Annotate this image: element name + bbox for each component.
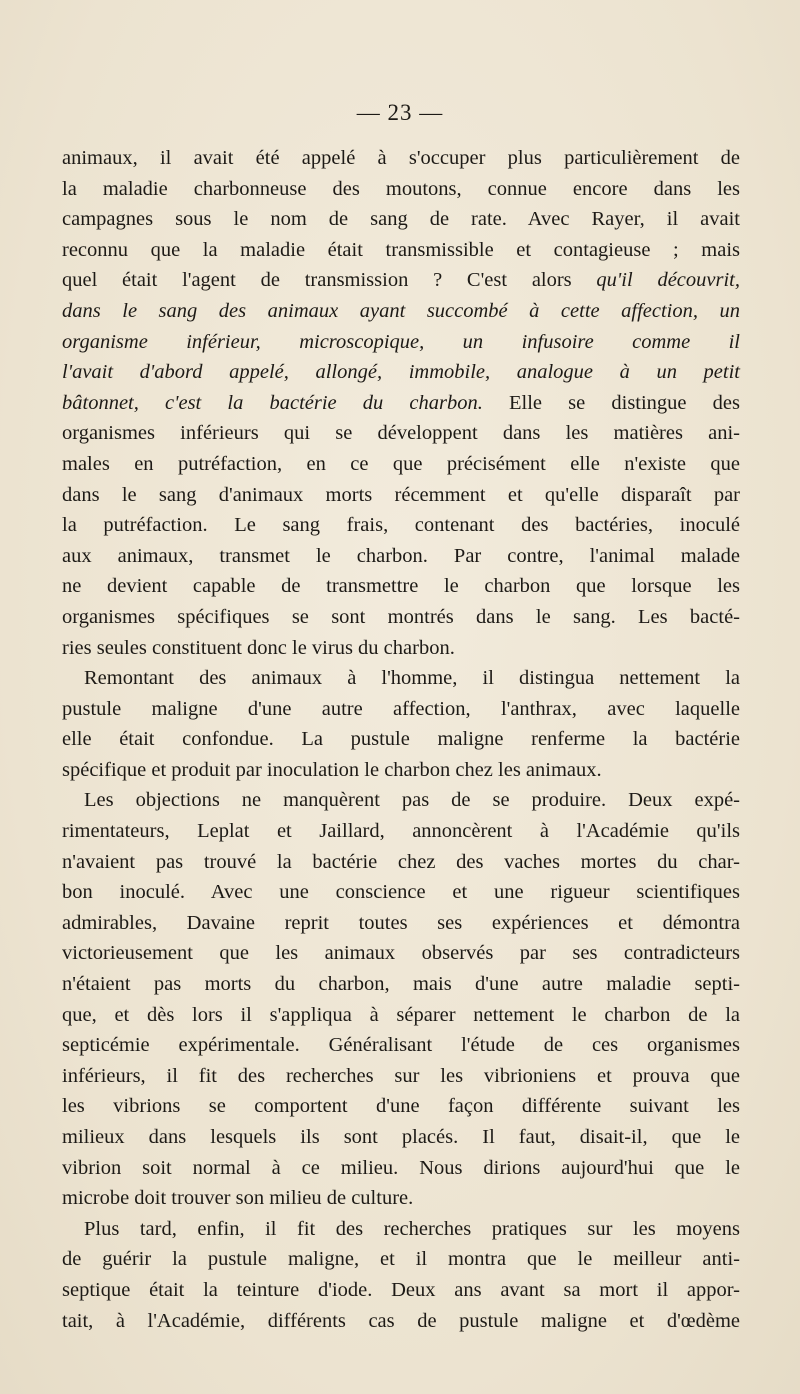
text-line (62, 633, 740, 664)
text-line (62, 327, 740, 358)
text-segment: campagnes sous le nom de sang de rate. Avec Rayer, il avait (62, 208, 740, 231)
text-segment: tait, à l'Académie, différents cas de pustule maligne et d'œdème (62, 1309, 740, 1332)
text-line (62, 1183, 740, 1214)
text-line (62, 1244, 740, 1275)
text-line (62, 663, 740, 694)
text-segment: dans le sang d'animaux morts récemment et qu'elle disparaît par (62, 483, 740, 506)
text-segment: inférieurs, il fit des recherches sur les vibrioniens et prouva que (62, 1064, 740, 1087)
text-segment: les vibrions se comportent d'une façon différente suivant les (62, 1095, 740, 1118)
text-segment: vibrion soit normal à ce milieu. Nous dirions aujourd'hui que le (62, 1156, 740, 1179)
text-segment: organismes spécifiques se sont montrés dans le sang. Les bacté- (62, 605, 740, 628)
text-line (62, 1061, 740, 1092)
text-segment: aux animaux, transmet le charbon. Par contre, l'animal malade (62, 544, 740, 567)
text-segment: quel était l'agent de transmission ? C'est alors (62, 269, 597, 292)
text-line (62, 296, 740, 327)
body-text (62, 143, 740, 1336)
text-line (62, 510, 740, 541)
text-segment: elle était confondue. La pustule maligne renferme la bactérie (62, 728, 740, 751)
text-line (62, 449, 740, 480)
text-segment: spécifique et produit par inoculation le charbon chez les animaux. (62, 758, 602, 781)
text-line (62, 357, 740, 388)
text-segment: la putréfaction. Le sang frais, contenant des bactéries, inoculé (62, 514, 740, 537)
text-line (62, 204, 740, 235)
text-line (62, 694, 740, 725)
text-line (62, 143, 740, 174)
text-line (62, 541, 740, 572)
text-line (62, 388, 740, 419)
text-segment: n'avaient pas trouvé la bactérie chez des vaches mortes du char- (62, 850, 740, 873)
italic-text: l'avait d'abord appelé, allongé, immobile, analogue à un petit (62, 361, 740, 384)
text-segment: organismes inférieurs qui se développent dans les matières ani- (62, 422, 740, 445)
text-segment: septicémie expérimentale. Généralisant l'étude de ces organismes (62, 1034, 740, 1057)
text-line (62, 1030, 740, 1061)
text-line (62, 571, 740, 602)
text-segment: que, et dès lors il s'appliqua à séparer nettement le charbon de la (62, 1003, 740, 1026)
text-line (62, 724, 740, 755)
italic-text: bâtonnet, c'est la bactérie du charbon. (62, 391, 483, 414)
text-segment: n'étaient pas morts du charbon, mais d'une autre maladie septi- (62, 973, 740, 996)
text-segment: ne devient capable de transmettre le charbon que lorsque les (62, 575, 740, 598)
text-line (62, 1306, 740, 1337)
text-line (62, 969, 740, 1000)
text-segment: animaux, il avait été appelé à s'occuper plus particulièrement de (62, 147, 740, 169)
text-segment: Les objections ne manquèrent pas de se produire. Deux expé- (84, 789, 740, 812)
text-line (62, 785, 740, 816)
text-segment: pustule maligne d'une autre affection, l'anthrax, avec laquelle (62, 697, 740, 720)
text-line (62, 1275, 740, 1306)
text-line (62, 1000, 740, 1031)
text-segment: reconnu que la maladie était transmissible et contagieuse ; mais (62, 238, 740, 261)
text-line (62, 1091, 740, 1122)
text-segment: Plus tard, enfin, il fit des recherches pratiques sur les moyens (84, 1217, 740, 1240)
text-line (62, 1153, 740, 1184)
text-segment: Elle se distingue des (482, 391, 740, 414)
text-segment: rimentateurs, Leplat et Jaillard, annoncèrent à l'Académie qu'ils (62, 820, 740, 843)
text-segment: la maladie charbonneuse des moutons, connue encore dans les (62, 177, 740, 200)
text-line (62, 877, 740, 908)
text-line (62, 908, 740, 939)
text-line (62, 755, 740, 786)
page-number: — 23 — (356, 100, 444, 125)
text-segment: admirables, Davaine reprit toutes ses expériences et démontra (62, 911, 740, 934)
text-line (62, 174, 740, 205)
text-segment: de guérir la pustule maligne, et il montra que le meilleur anti- (62, 1248, 740, 1271)
italic-text: qu'il découvrit, (596, 269, 740, 292)
text-line (62, 816, 740, 847)
text-segment: Remontant des animaux à l'homme, il distingua nettement la (84, 667, 740, 690)
text-line (62, 1122, 740, 1153)
text-segment: microbe doit trouver son milieu de culture. (62, 1187, 414, 1210)
text-line (62, 235, 740, 266)
text-segment: milieux dans lesquels ils sont placés. Il faut, disait-il, que le (62, 1126, 740, 1148)
italic-text: dans le sang des animaux ayant succombé à cette affection, un (62, 299, 740, 322)
text-line (62, 418, 740, 449)
text-segment: septique était la teinture d'iode. Deux ans avant sa mort il appor- (62, 1278, 740, 1301)
text-segment: bon inoculé. Avec une conscience et une rigueur scientifiques (62, 881, 740, 904)
text-line (62, 938, 740, 969)
italic-text: organisme inférieur, microscopique, un infusoire comme il (62, 330, 740, 353)
text-line (62, 1214, 740, 1245)
text-segment: males en putréfaction, en ce que précisément elle n'existe que (62, 452, 740, 475)
text-line (62, 480, 740, 511)
text-line (62, 265, 740, 296)
text-line (62, 602, 740, 633)
text-segment: ries seules constituent donc le virus du charbon. (62, 636, 455, 659)
text-line (62, 847, 740, 878)
text-segment: victorieusement que les animaux observés par ses contradicteurs (62, 942, 740, 965)
